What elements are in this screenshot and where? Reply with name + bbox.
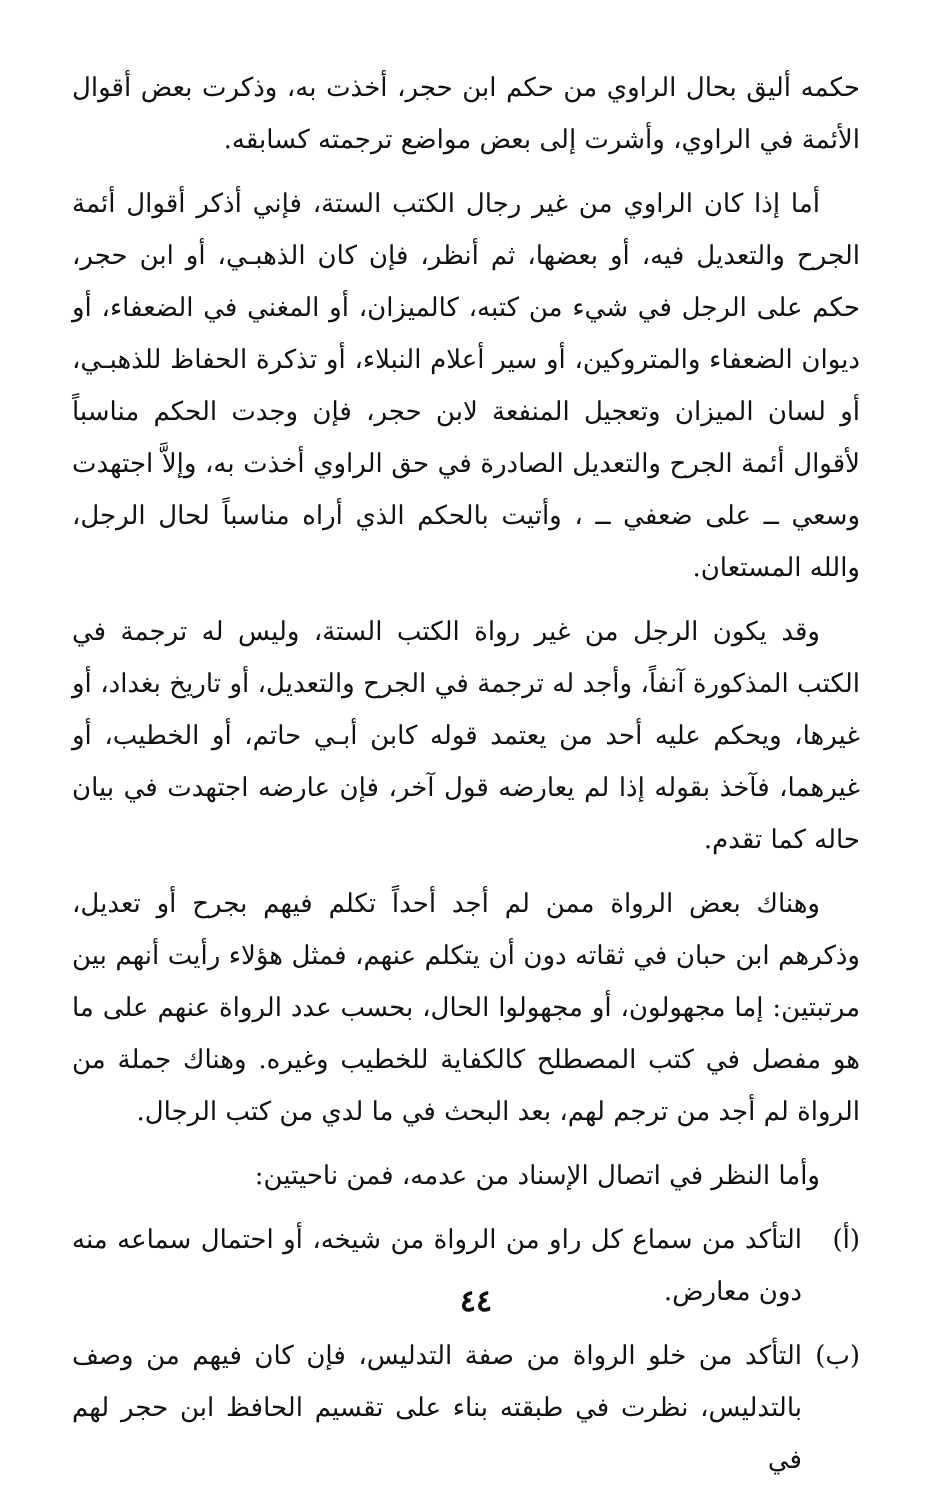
page-body bbox=[72, 62, 860, 1475]
list-item-b bbox=[72, 1330, 860, 1486]
list-item-marker: (أ) bbox=[832, 1225, 860, 1255]
list-item-text: التأكد من خلو الرواة من صفة التدليس، فإن كان فيهم من وصف بالتدليس، نظرت في طبقته بناء على تقسيم الحافظ ابن حجر لهم في bbox=[72, 1341, 802, 1475]
paragraph-1: حكمه أليق بحال الراوي من حكم ابن حجر، أخذت به، وذكرت بعض أقوال الأئمة في الراوي، وأشرت إلى بعض مواضع ترجمته كسابقه. bbox=[72, 73, 860, 155]
paragraph-2: أما إذا كان الراوي من غير رجال الكتب الستة، فإني أذكر أقوال أئمة الجرح والتعديل فيه، أو بعضها، ثم أنظر، فإن كان الذهبـي، أو ابن حجر، حكم على الرجل في شيء من كتبه، كالميزان، أو المغني في الضعفاء، أو ديوان الضعفاء والمتروكين، أو سير أعلام النبلاء، أو تذكرة الحفاظ للذهبـي، أو لسان الميزان وتعجيل المنفعة لابن حجر، فإن وجدت الحكم مناسباً لأقوال أئمة الجرح والتعديل الصادرة في حق الراوي أخذت به، وإلاَّ اجتهدت وسعي ــ على ضعفي ــ ، وأتيت بالحكم الذي أراه مناسباً لحال الرجل، والله المستعان. bbox=[72, 189, 860, 583]
page-number: ٤٤ bbox=[459, 1284, 493, 1319]
list-item-text: التأكد من سماع كل راو من الرواة من شيخه، أو احتمال سماعه منه دون معارض. bbox=[72, 1225, 802, 1307]
list-item-marker: (ب) bbox=[815, 1341, 860, 1371]
paragraph-5: وأما النظر في اتصال الإسناد من عدمه، فمن ناحيتين: bbox=[254, 1161, 820, 1191]
paragraph-4: وهناك بعض الرواة ممن لم أجد أحداً تكلم فيهم بجرح أو تعديل، وذكرهم ابن حبان في ثقاته دون أن يتكلم عنهم، فمثل هؤلاء رأيت أنهم بين مرتبتين: إما مجهولون، أو مجهولوا الحال، بحسب عدد الرواة عنهم على ما هو مفصل في كتب المصطلح كالكفاية للخطيب وغيره. وهناك جملة من الرواة لم أجد من ترجم لهم، بعد البحث في ما لدي من كتب الرجال. bbox=[72, 889, 860, 1127]
paragraph-3: وقد يكون الرجل من غير رواة الكتب الستة، وليس له ترجمة في الكتب المذكورة آنفاً، وأجد له ترجمة في الجرح والتعديل، أو تاريخ بغداد، أو غيرها، ويحكم عليه أحد من يعتمد قوله كابن أبـي حاتم، أو الخطيب، أو غيرهما، فآخذ بقوله إذا لم يعارضه قول آخر، فإن عارضه اجتهدت في بيان حاله كما تقدم. bbox=[72, 617, 860, 855]
